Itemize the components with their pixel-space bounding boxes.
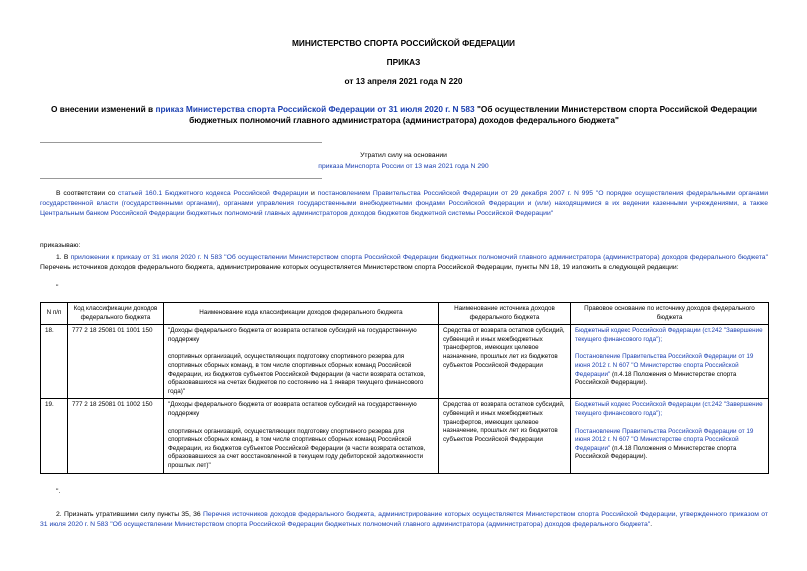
table-row bbox=[41, 325, 769, 399]
title-suffix: "Об осуществлении Министерством спорта Российской Федерации бюджетных полномочий главного администратора (администратора) доходов федерального бюджета" bbox=[189, 104, 758, 125]
government-decree-title[interactable]: "О порядке осуществления федеральными органами государственной власти (государственными органами), органами управления государственными внебюджетными фондами Российской Федерации и (или) находящимися в их ведении казенными учреждениями, а также Центральным банком Российской Федерации бюджетных полномочий главных администраторов доходов бюджетов бюджетной системы Российской Федерации" bbox=[40, 190, 768, 217]
income-sources-list-link[interactable]: Перечня источников доходов федерального бюджета, администрирование которых осуществляется Министерством спорта Российской Федерации, утвержденного приказом от 31 июля 2020 г. N 583 "Об осуществлении Министерством спорта Российской Федерации бюджетных полномочий главного администратора (администратора) доходов федерального бюджета" bbox=[40, 511, 768, 528]
budget-code-link[interactable]: Бюджетный кодекс Российской Федерации (ст.242 "Завершение текущего финансового года"); bbox=[575, 401, 763, 417]
legal-basis-tail: (п.4.18 Положения о Министерстве спорта Российской Федерации). bbox=[575, 444, 737, 461]
header-source-name: Наименование источника доходов федерального бюджета bbox=[439, 303, 571, 325]
source-name-part: трансфертов, имеющих целевое назначение, прошлых лет из бюджетов субъектов Российской Федерации bbox=[443, 344, 558, 369]
document-date-number: от 13 апреля 2021 года N 220 bbox=[344, 76, 463, 86]
row-code-name bbox=[164, 325, 439, 399]
decree-607-link[interactable]: Постановление Правительства Российской Федерации от 19 июня 2012 г. N 607 "О Министерстве спорта Российской Федерации" bbox=[575, 427, 754, 452]
preamble-text: В соответствии со bbox=[56, 190, 119, 197]
separator-line bbox=[40, 178, 322, 179]
appendix-link[interactable]: приложении к приказу от 31 июля 2020 г. N 583 "Об осуществлении Министерством спорта Российской Федерации бюджетных полномочий главного администратора (администратора) доходов федерального бюджета" bbox=[70, 254, 769, 261]
budget-code-article-link[interactable]: статьей 160.1 Бюджетного кодекса Российской Федерации bbox=[118, 190, 309, 197]
row-number: 18. bbox=[41, 325, 68, 399]
ministry-heading: МИНИСТЕРСТВО СПОРТА РОССИЙСКОЙ ФЕДЕРАЦИИ bbox=[291, 38, 516, 48]
item-1-paragraph bbox=[40, 253, 768, 273]
header-legal-basis: Правовое основание по источнику доходов федерального бюджета bbox=[571, 303, 769, 325]
income-sources-table bbox=[40, 302, 769, 474]
row-legal-basis bbox=[571, 399, 769, 473]
source-name-part: трансфертов, имеющих целевое назначение, прошлых лет из бюджетов субъектов Российской Федерации bbox=[443, 418, 558, 443]
quote-close-mark: ". bbox=[56, 488, 61, 495]
item-1-text: 1. В bbox=[56, 254, 71, 261]
header-classification-code: Код классификации доходов федерального бюджета bbox=[68, 303, 164, 325]
table-row bbox=[41, 399, 769, 473]
code-name-part: спортивных организаций, осуществляющих подготовку спортивного резерва для спортивных сборных команд, в том числе спортивных сборных команд Российской Федерации, из бюджетов субъектов Российской Федерации (в части возврата остатков, образовавшихся за счет восстановленной в текущем году дебиторской задолженности прошлых лет)" bbox=[168, 427, 426, 469]
legal-basis-tail: (п.4.18 Положения о Министерстве спорта Российской Федерации). bbox=[575, 370, 737, 387]
item-2-paragraph bbox=[40, 510, 768, 530]
document-type: ПРИКАЗ bbox=[386, 57, 421, 67]
order-word: приказываю: bbox=[40, 242, 81, 249]
budget-code-link[interactable]: Бюджетный кодекс Российской Федерации (ст.242 "Завершение текущего финансового года"); bbox=[575, 327, 763, 343]
row-legal-basis bbox=[571, 325, 769, 399]
status-note-text: Утратил силу на основании bbox=[360, 152, 447, 159]
document-title bbox=[40, 104, 768, 126]
title-amended-order-link[interactable]: приказ Министерства спорта Российской Федерации от 31 июля 2020 г. N 583 bbox=[155, 104, 475, 114]
header-number: N п/п bbox=[41, 303, 68, 325]
header-code-name: Наименование кода классификации доходов федерального бюджета bbox=[164, 303, 439, 325]
item-2-text: 2. Признать утратившими силу пункты 35, 36 bbox=[56, 511, 204, 518]
item-2-text: . bbox=[650, 521, 653, 528]
quote-open-mark: " bbox=[56, 284, 59, 291]
row-source-name bbox=[439, 325, 571, 399]
source-name-part: Средства от возврата остатков субсидий, субвенций и иных межбюджетных bbox=[443, 327, 565, 343]
item-1-text: Перечень источников доходов федерального бюджета, администрирование которых осуществляется Министерством спорта Российской Федерации, пункты NN 18, 19 изложить в следующей редакции: bbox=[40, 264, 679, 271]
row-code-name bbox=[164, 399, 439, 473]
status-note-link-line bbox=[0, 162, 807, 172]
code-name-part: "Доходы федерального бюджета от возврата остатков субсидий на государственную поддержку bbox=[168, 327, 417, 343]
separator-line bbox=[40, 142, 322, 143]
code-name-part: спортивных организаций, осуществляющих подготовку спортивного резерва для спортивных сборных команд, в том числе спортивных сборных команд Российской Федерации, из бюджетов субъектов Российской Федерации (в части возврата остатков, образовавшихся на счетах бюджетов по состоянию на 1 января текущего финансового года)" bbox=[168, 353, 426, 395]
preamble-text: и bbox=[308, 190, 318, 197]
decree-607-link[interactable]: Постановление Правительства Российской Федерации от 19 июня 2012 г. N 607 "О Министерстве спорта Российской Федерации" bbox=[575, 353, 754, 378]
source-name-part: Средства от возврата остатков субсидий, субвенций и иных межбюджетных bbox=[443, 401, 565, 417]
repeal-order-link[interactable]: приказа Минспорта России от 13 мая 2021 года N 290 bbox=[318, 163, 489, 170]
preamble-paragraph bbox=[40, 189, 768, 219]
row-source-name bbox=[439, 399, 571, 473]
title-prefix: О внесении изменений в bbox=[50, 104, 156, 114]
row-code: 777 2 18 25081 01 1002 150 bbox=[68, 399, 164, 473]
table-header-row bbox=[41, 303, 769, 325]
code-name-part: "Доходы федерального бюджета от возврата остатков субсидий на государственную поддержку bbox=[168, 401, 417, 417]
row-code: 777 2 18 25081 01 1001 150 bbox=[68, 325, 164, 399]
row-number: 19. bbox=[41, 399, 68, 473]
government-decree-link[interactable]: постановлением Правительства Российской Федерации от 29 декабря 2007 г. N 995 bbox=[317, 190, 594, 197]
